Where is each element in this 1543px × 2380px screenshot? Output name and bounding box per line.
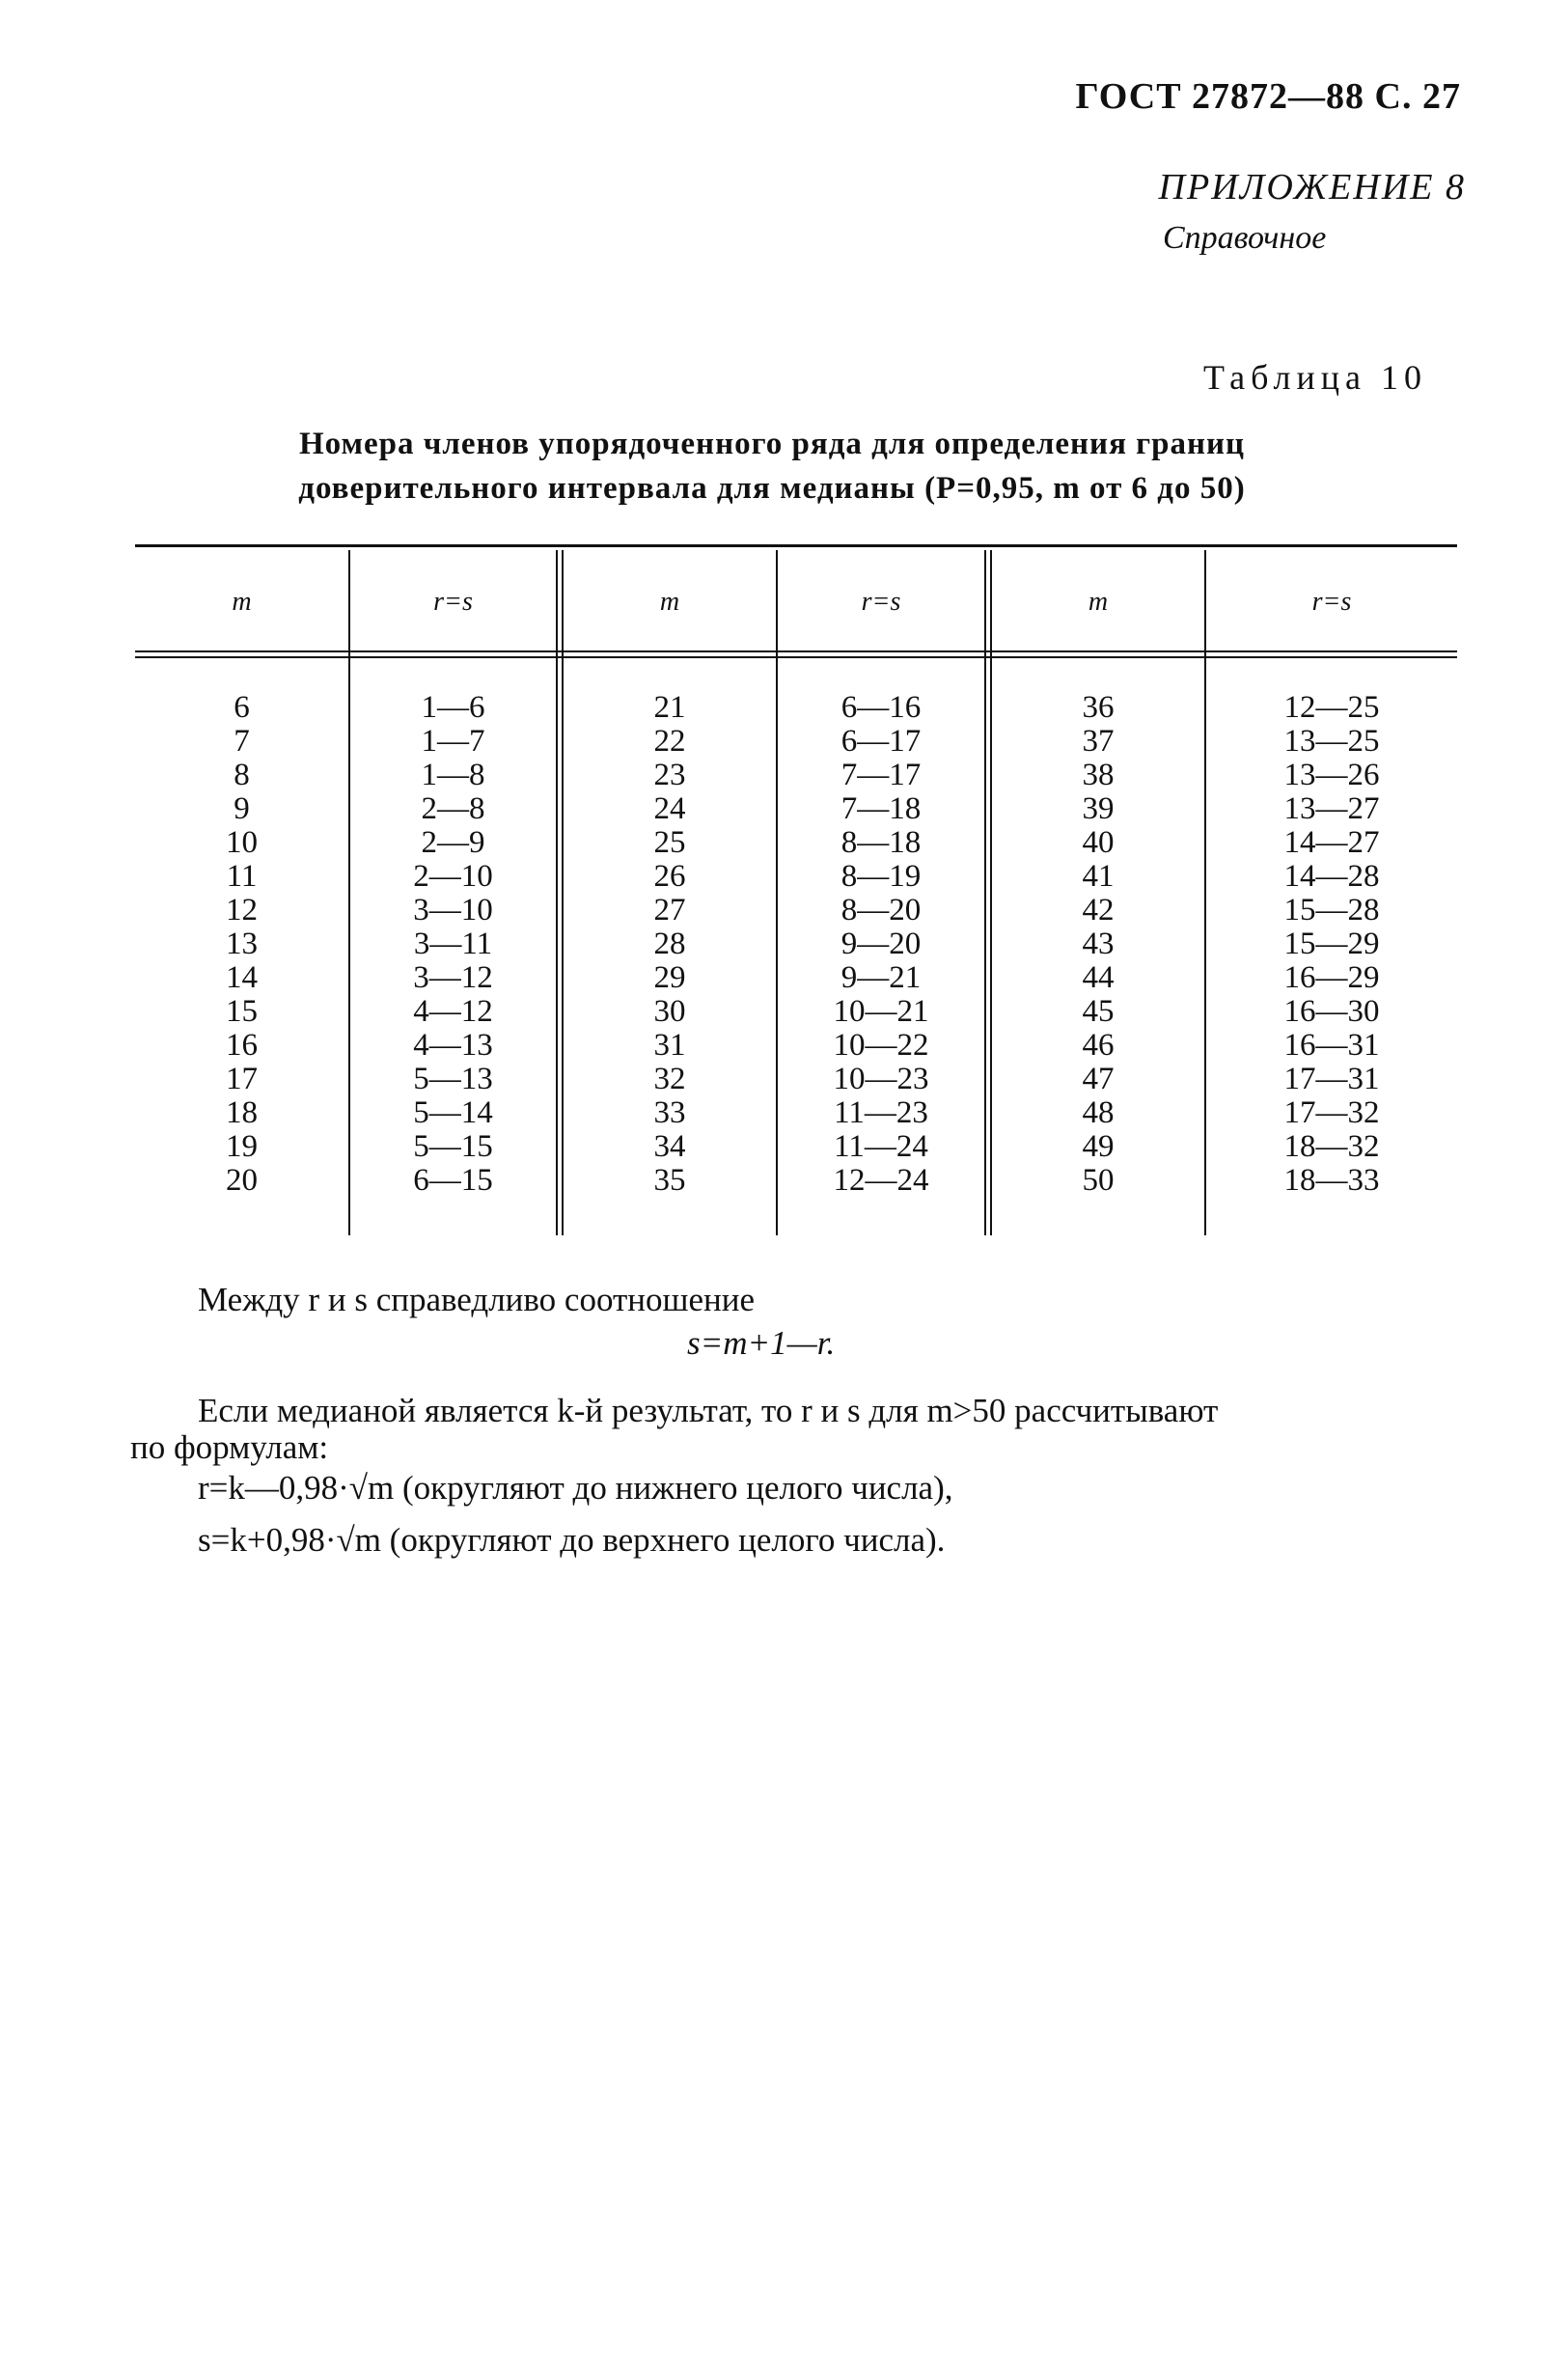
formula-r: r=k—0,98·√m (округляют до нижнего целого числа),	[198, 1469, 953, 1507]
cell-rs: 5—15	[413, 1129, 493, 1164]
header-rs-2: r=s	[861, 587, 901, 617]
cell-m: 7	[234, 724, 250, 759]
cell-m: 36	[1082, 690, 1115, 725]
group-divider-2a	[984, 550, 986, 1235]
cell-m: 31	[653, 1028, 686, 1063]
cell-rs: 7—17	[840, 758, 922, 792]
header-rs-3: r=s	[1311, 587, 1352, 617]
cell-rs: 4—13	[413, 1028, 493, 1063]
cell-m: 50	[1082, 1163, 1115, 1198]
cell-rs: 15—29	[1283, 927, 1380, 961]
cell-m: 41	[1082, 859, 1115, 894]
cell-m: 6	[234, 690, 250, 725]
cell-m: 35	[653, 1163, 686, 1198]
data-table	[135, 544, 1457, 1235]
cell-m: 44	[1082, 960, 1115, 995]
cell-m: 28	[653, 927, 686, 961]
cell-rs: 12—24	[833, 1163, 929, 1198]
column-rs-1	[350, 691, 556, 1198]
header-rule-1	[135, 650, 1457, 652]
cell-m: 40	[1082, 825, 1115, 860]
cell-rs: 18—33	[1283, 1163, 1380, 1198]
cell-m: 43	[1082, 927, 1115, 961]
cell-rs: 2—9	[421, 825, 485, 860]
cell-rs: 16—29	[1283, 960, 1380, 995]
cell-m: 10	[226, 825, 258, 860]
table-number: Таблица 10	[1203, 358, 1427, 397]
cell-rs: 1—7	[421, 724, 485, 759]
cell-rs: 13—25	[1283, 724, 1380, 759]
cell-rs: 16—31	[1283, 1028, 1380, 1063]
cell-m: 18	[226, 1095, 258, 1130]
cell-rs: 14—28	[1283, 859, 1380, 894]
cell-rs: 8—19	[840, 859, 922, 894]
cell-m: 17	[226, 1062, 258, 1096]
cell-rs: 10—23	[833, 1062, 929, 1096]
cell-rs: 1—6	[421, 690, 485, 725]
cell-rs: 3—12	[413, 960, 493, 995]
cell-m: 48	[1082, 1095, 1115, 1130]
cell-m: 20	[226, 1163, 258, 1198]
cell-m: 19	[226, 1129, 258, 1164]
column-m-1	[135, 691, 348, 1198]
appendix-status: Справочное	[1163, 220, 1327, 256]
cell-rs: 18—32	[1283, 1129, 1380, 1164]
cell-rs: 9—21	[840, 960, 922, 995]
appendix-title: ПРИЛОЖЕНИЕ 8	[1158, 167, 1466, 208]
column-rs-3	[1206, 691, 1457, 1198]
relation-intro: Между r и s справедливо соотношение	[198, 1281, 756, 1318]
cell-m: 23	[653, 758, 686, 792]
relation-formula: s=m+1—r.	[687, 1324, 836, 1362]
header-m-2: m	[659, 587, 680, 617]
cell-rs: 13—26	[1283, 758, 1380, 792]
cell-rs: 11—23	[834, 1095, 928, 1130]
cell-m: 9	[234, 791, 250, 826]
header-m-3: m	[1088, 587, 1109, 617]
column-m-2	[564, 691, 776, 1198]
cell-rs: 8—20	[840, 893, 922, 927]
cell-m: 34	[653, 1129, 686, 1164]
cell-rs: 9—20	[840, 927, 922, 961]
table-title-line-1: Номера членов упорядоченного ряда для определения границ	[298, 427, 1246, 461]
cell-m: 21	[653, 690, 686, 725]
cell-rs: 17—31	[1283, 1062, 1380, 1096]
cell-m: 46	[1082, 1028, 1115, 1063]
table-title-line-2: доверительного интервала для медианы (P=0,95, m от 6 до 50)	[298, 471, 1246, 506]
column-m-3	[992, 691, 1204, 1198]
page-header: ГОСТ 27872—88 С. 27	[1075, 76, 1461, 117]
cell-rs: 6—15	[413, 1163, 493, 1198]
cell-m: 13	[226, 927, 258, 961]
cell-rs: 11—24	[834, 1129, 928, 1164]
cell-m: 49	[1082, 1129, 1115, 1164]
cell-rs: 5—13	[413, 1062, 493, 1096]
cell-rs: 5—14	[413, 1095, 493, 1130]
cell-rs: 17—32	[1283, 1095, 1380, 1130]
cell-m: 42	[1082, 893, 1115, 927]
header-rule-2	[135, 656, 1457, 658]
cell-rs: 7—18	[840, 791, 922, 826]
cell-rs: 1—8	[421, 758, 485, 792]
cell-m: 33	[653, 1095, 686, 1130]
cell-rs: 14—27	[1283, 825, 1380, 860]
cell-m: 45	[1082, 994, 1115, 1029]
cell-rs: 15—28	[1283, 893, 1380, 927]
rule-line-2: по формулам:	[130, 1428, 329, 1466]
cell-m: 30	[653, 994, 686, 1029]
table-top-rule	[135, 544, 1457, 547]
cell-m: 39	[1082, 791, 1115, 826]
cell-m: 26	[653, 859, 686, 894]
column-rs-2	[778, 691, 984, 1198]
group-divider-1a	[556, 550, 558, 1235]
cell-rs: 10—21	[833, 994, 929, 1029]
cell-m: 22	[653, 724, 686, 759]
cell-m: 37	[1082, 724, 1115, 759]
cell-m: 14	[226, 960, 258, 995]
cell-m: 47	[1082, 1062, 1115, 1096]
cell-rs: 4—12	[413, 994, 493, 1029]
cell-rs: 6—16	[840, 690, 922, 725]
cell-rs: 8—18	[840, 825, 922, 860]
cell-rs: 6—17	[840, 724, 922, 759]
cell-m: 12	[226, 893, 258, 927]
cell-rs: 2—10	[413, 859, 493, 894]
cell-m: 15	[226, 994, 258, 1029]
cell-rs: 10—22	[833, 1028, 929, 1063]
cell-rs: 12—25	[1283, 690, 1380, 725]
header-m-1: m	[232, 587, 252, 617]
cell-m: 38	[1082, 758, 1115, 792]
cell-m: 8	[234, 758, 250, 792]
rule-line-1: Если медианой является k-й результат, то r и s для m>50 рассчитывают	[198, 1392, 1219, 1429]
cell-rs: 2—8	[421, 791, 485, 826]
cell-rs: 16—30	[1283, 994, 1380, 1029]
cell-m: 24	[653, 791, 686, 826]
cell-rs: 3—11	[413, 927, 493, 961]
cell-m: 11	[226, 859, 258, 894]
cell-rs: 3—10	[413, 893, 493, 927]
formula-s: s=k+0,98·√m (округляют до верхнего целого числа).	[198, 1521, 946, 1559]
cell-m: 27	[653, 893, 686, 927]
cell-m: 16	[226, 1028, 258, 1063]
cell-m: 29	[653, 960, 686, 995]
header-rs-1: r=s	[433, 587, 473, 617]
cell-m: 32	[653, 1062, 686, 1096]
cell-m: 25	[653, 825, 686, 860]
cell-rs: 13—27	[1283, 791, 1380, 826]
